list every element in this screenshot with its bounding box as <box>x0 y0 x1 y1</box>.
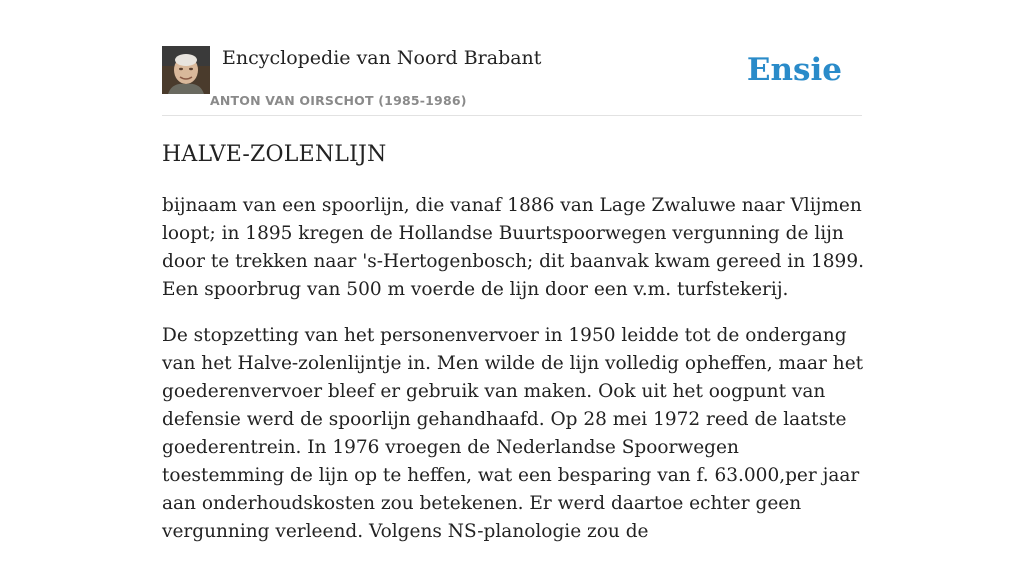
author-name[interactable]: ANTON VAN OIRSCHOT (1985-1986) <box>210 93 467 108</box>
article-paragraph: De stopzetting van het personenvervoer in 1950 leidde tot de ondergang van het Halve-zolenlijntje in. Men wilde de lijn volledig opheffen, maar het goederenvervoer bleef er gebruik van maken. Ook uit het oogpunt van defensie werd de spoorlijn gehandhaafd. Op 28 mei 1972 reed de laatste goederentrein. In 1976 vroegen de Nederlandse Spoorwegen toestemming de lijn op te heffen, wat een besparing van f. 63.000,per jaar aan onderhoudskosten zou betekenen. Er werd daartoe echter geen vergunning verleend. Volgens NS-planologie zou de <box>162 325 864 542</box>
article-title: HALVE-ZOLENLIJN <box>162 142 387 167</box>
header <box>162 46 862 116</box>
article-paragraph: bijnaam van een spoorlijn, die vanaf 1886 van Lage Zwaluwe naar Vlijmen loopt; in 1895 kregen de Hollandse Buurtspoorwegen vergunning de lijn door te trekken naar 's-Hertogenbosch; dit baanvak kwam gereed in 1899. Een spoorbrug van 500 m voerde de lijn door een v.m. turfstekerij. <box>162 195 864 300</box>
article <box>162 138 864 564</box>
header-divider <box>162 115 862 116</box>
brand-logo[interactable]: Ensie <box>746 52 842 88</box>
source-title[interactable]: Encyclopedie van Noord Brabant <box>222 47 542 69</box>
author-avatar[interactable] <box>162 46 210 94</box>
author-portrait-icon <box>162 46 210 94</box>
